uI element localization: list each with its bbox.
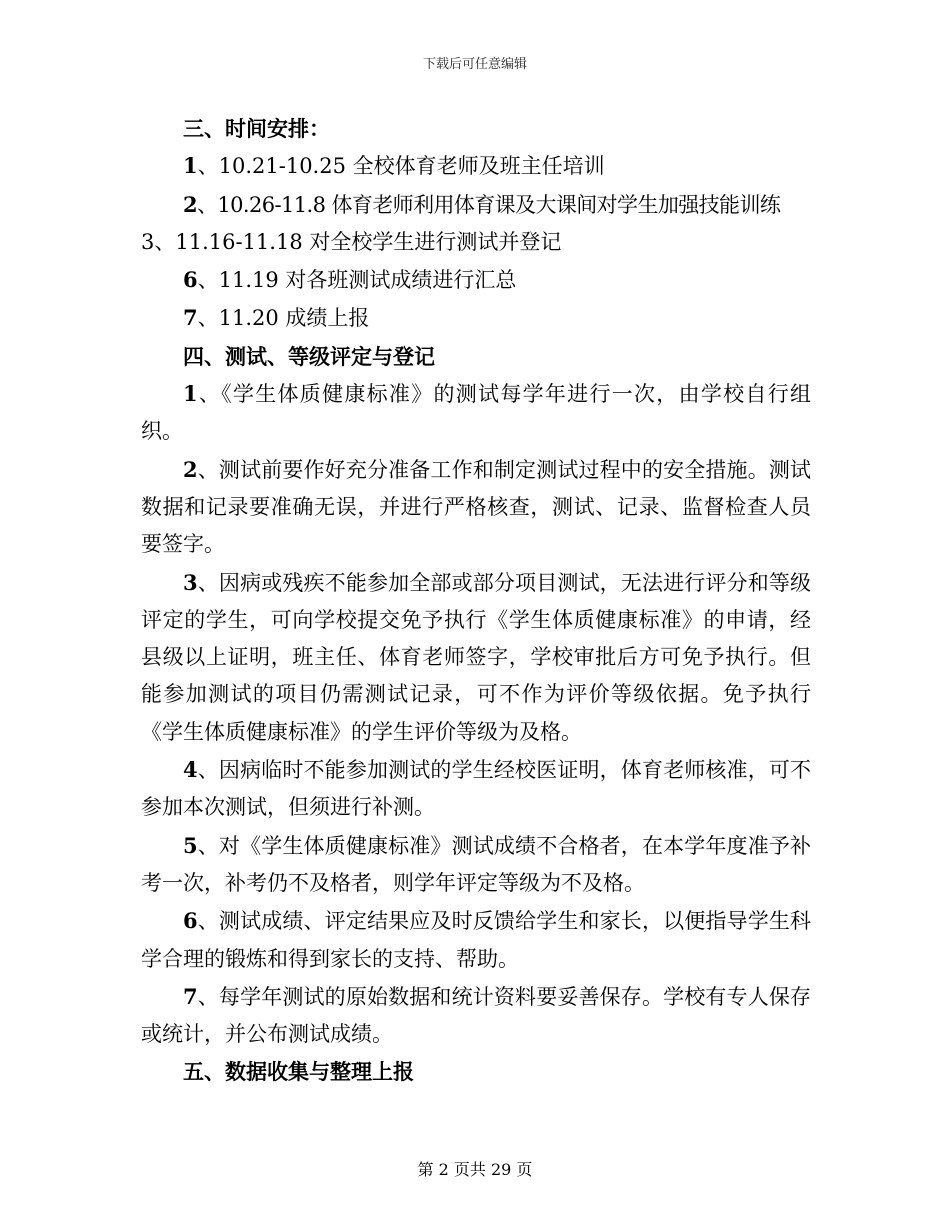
schedule-item-1 [141,147,811,185]
item-text: 、对《学生体质健康标准》测试成绩不合格者，在本学年度准予补考一次，补考仍不及格者，则学年评定等级为不及格。 [141,833,811,895]
testing-item-5 [141,827,811,903]
item-text: 、每学年测试的原始数据和统计资料要妥善保存。学校有专人保存或统计，并公布测试成绩。 [141,984,811,1047]
document-body [141,110,811,1091]
schedule-item-7 [141,299,811,337]
section-heading-time-schedule: 三、时间安排： [183,116,330,141]
testing-item-7 [141,978,811,1054]
item-text: 、11.19 对各班测试成绩进行汇总 [197,268,517,293]
item-number: 6 [183,908,198,934]
item-number: 7 [183,983,198,1009]
item-number: 6 [183,267,198,293]
item-text: 、因病临时不能参加测试的学生经校医证明，体育老师核准，可不参加本次测试，但须进行补测。 [141,758,811,820]
item-number: 4 [183,757,198,783]
item-number: 5 [183,832,198,858]
item-number: 1 [183,153,198,179]
item-text: 、《学生体质健康标准》的测试每学年进行一次，由学校自行组织。 [141,382,811,444]
item-text: 、10.26-11.8 体育老师利用体育课及大课间对学生加强技能训练 [197,192,781,217]
item-number: 1 [183,381,198,407]
item-text: 、测试前要作好充分准备工作和制定测试过程中的安全措施。测试数据和记录要准确无误，并进行严格核查，测试、记录、监督检查人员要签字。 [141,457,811,557]
testing-item-6 [141,902,811,978]
testing-item-4 [141,751,811,827]
schedule-item-6 [141,261,811,299]
item-number: 7 [183,305,198,331]
testing-item-3 [141,564,811,751]
item-number: 3 [183,569,198,595]
schedule-item-2 [141,186,811,224]
item-number: 2 [183,191,198,217]
section-heading-testing-grading: 四、测试、等级评定与登记 [183,343,435,369]
page-footer: 第 2 页共 29 页 [417,1160,533,1179]
item-text: 3、11.16-11.18 对全校学生进行测试并登记 [141,229,562,254]
item-text: 、测试成绩、评定结果应及时反馈给学生和家长，以便指导学生科学合理的锻炼和得到家长的支持、帮助。 [141,909,811,971]
item-text: 、10.21-10.25 全校体育老师及班主任培训 [197,154,605,179]
section-heading-data-collection: 五、数据收集与整理上报 [183,1059,414,1085]
page-header: 下载后可任意编辑 [422,57,527,72]
schedule-item-3 [141,224,811,261]
testing-item-2 [141,451,811,564]
item-text: 、因病或残疾不能参加全部或部分项目测试，无法进行评分和等级评定的学生，可向学校提交免予执行《学生体质健康标准》的申请，经县级以上证明，班主任、体育老师签字，学校审批后方可免予执行。但能参加测试的项目仍需测试记录，可不作为评价等级依据。免予执行《学生体质健康标准》的学生评价等级为及格。 [141,570,811,744]
testing-item-1 [141,375,811,451]
item-text: 、11.20 成绩上报 [197,306,370,331]
item-number: 2 [183,456,198,482]
